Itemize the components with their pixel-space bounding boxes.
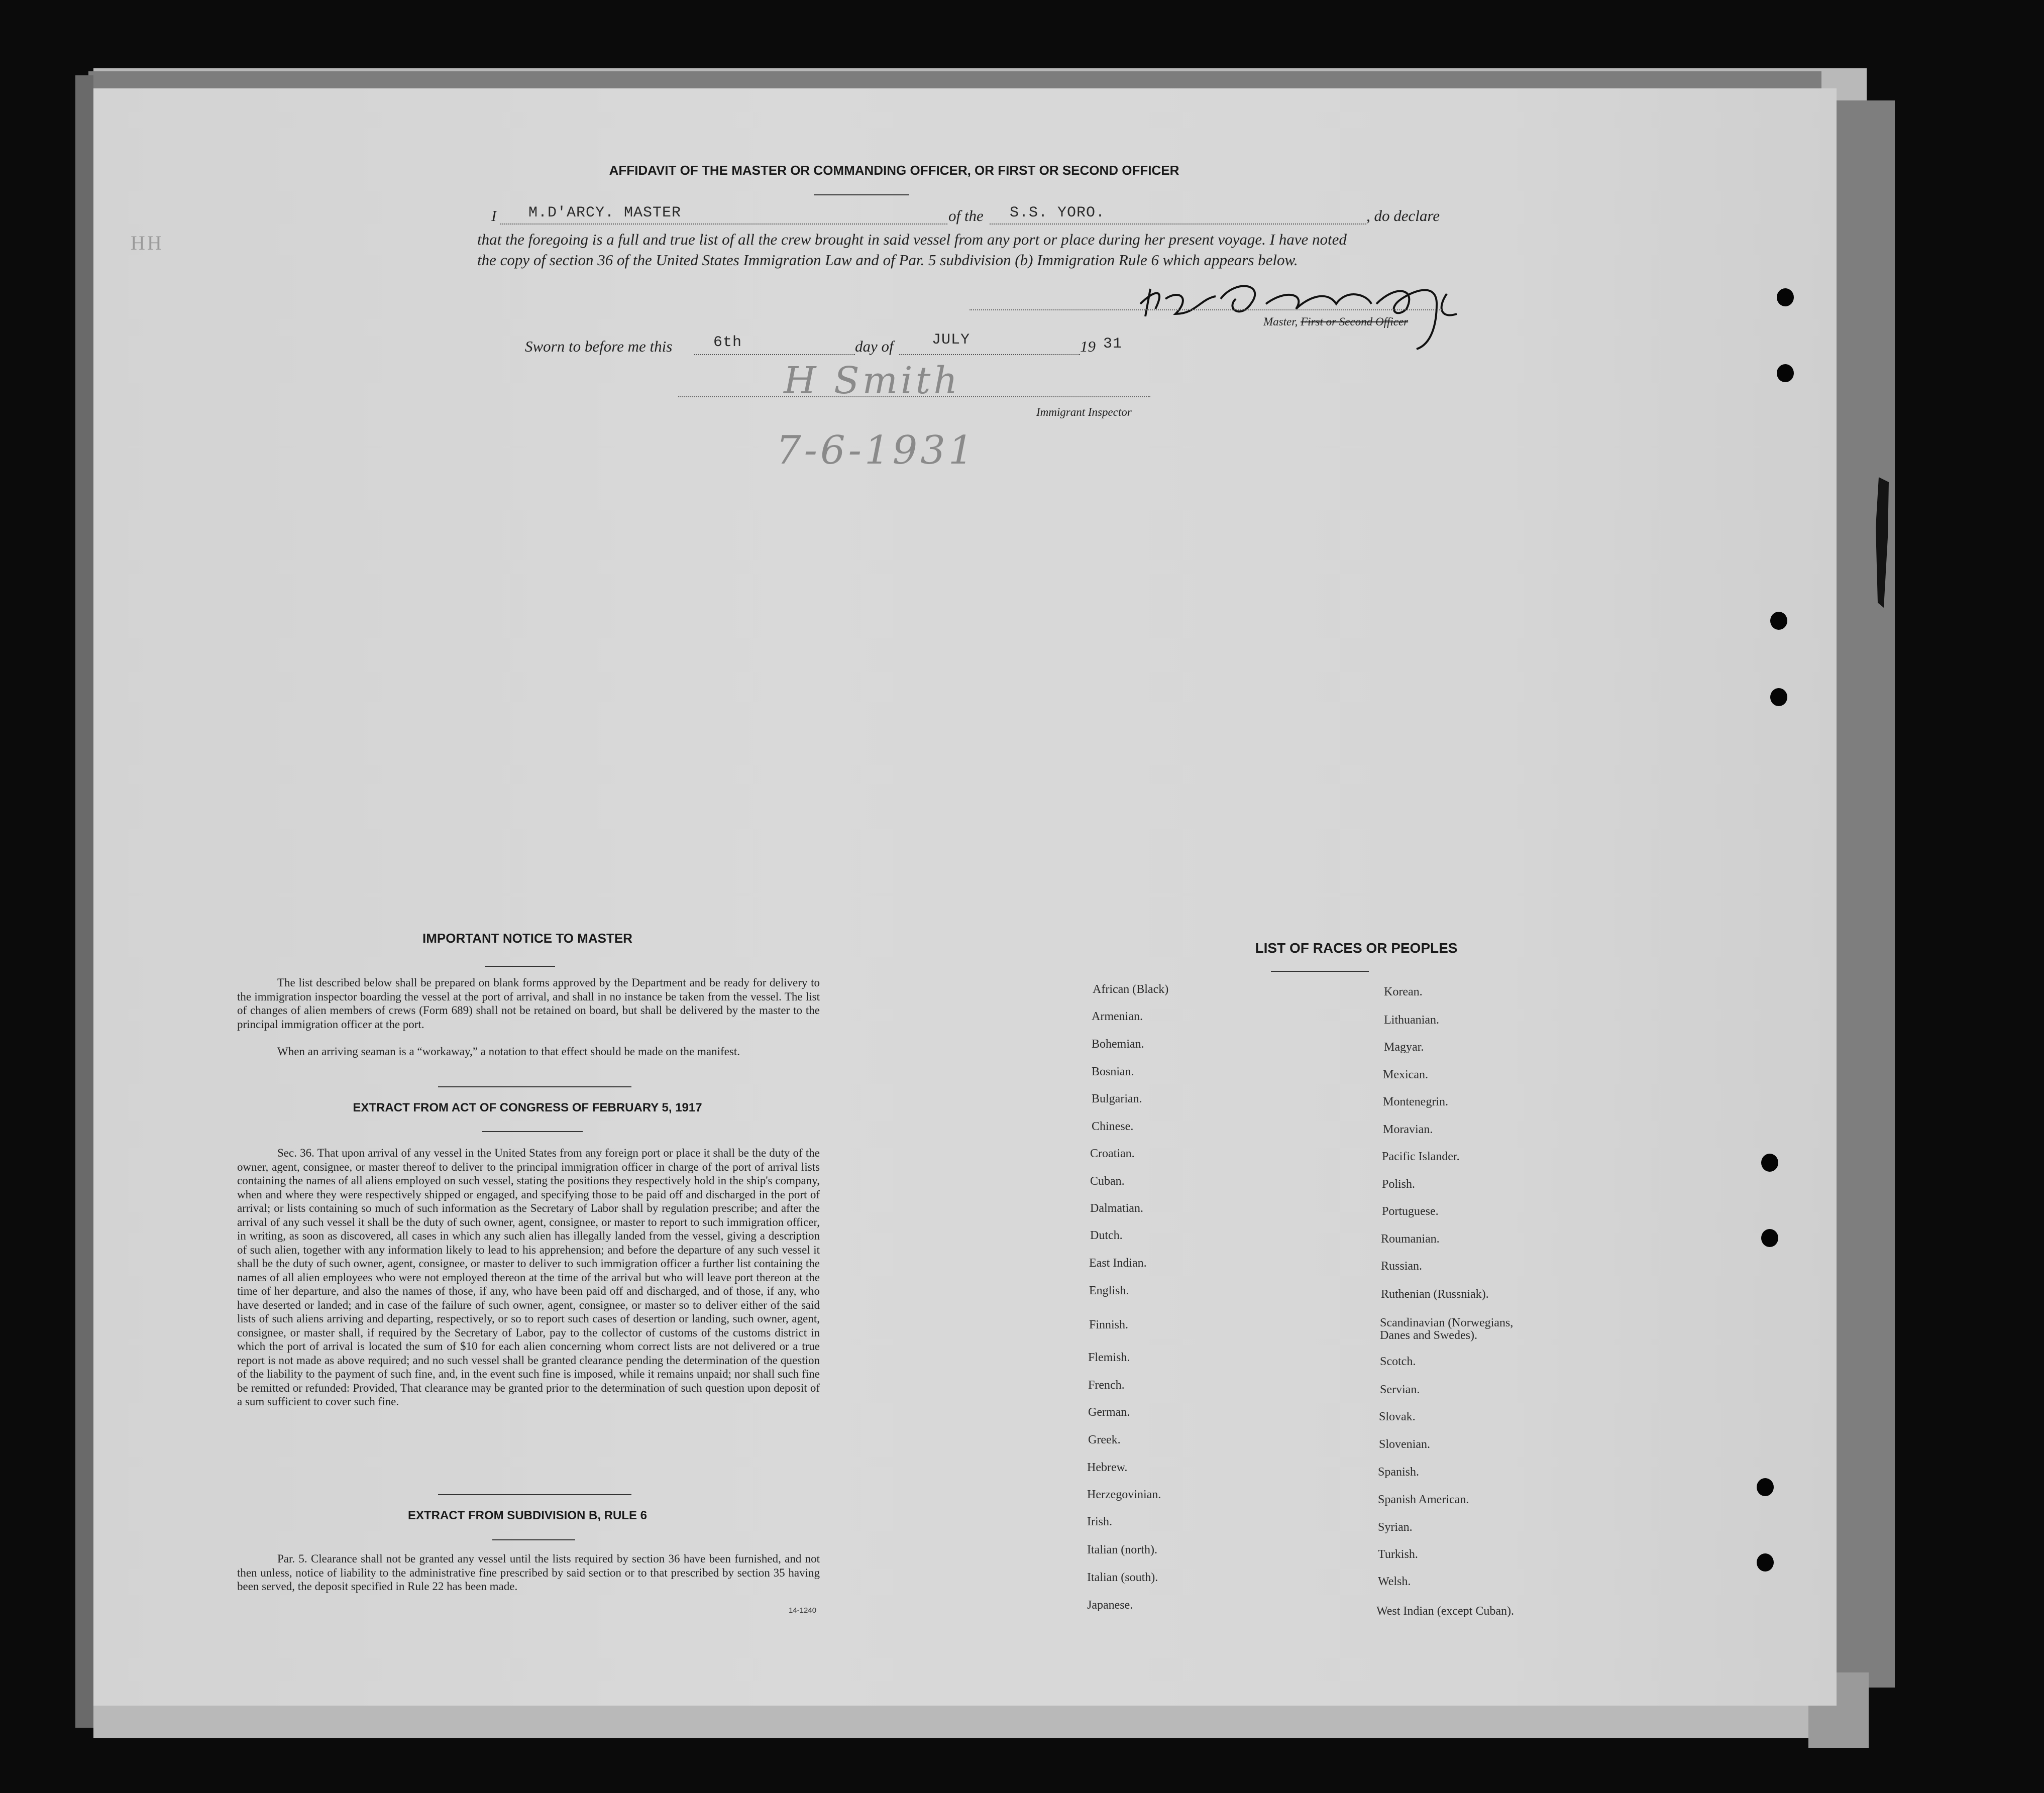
races-title: LIST OF RACES OR PEOPLES <box>1255 940 1458 956</box>
punch-hole <box>1761 1229 1778 1247</box>
sworn-label: Sworn to before me this <box>525 338 673 355</box>
form-number: 14-1240 <box>789 1606 817 1615</box>
race-item: Korean. <box>1384 985 1423 998</box>
punch-hole <box>1757 1478 1774 1496</box>
vessel-line <box>990 223 1366 225</box>
divider <box>485 966 555 967</box>
race-item: Dutch. <box>1090 1229 1123 1242</box>
year-suffix: 31 <box>1103 335 1123 353</box>
master-name-line <box>500 223 947 225</box>
affidavit-statement-line-2: the copy of section 36 of the United States Immigration Law and of Par. 5 subdivision (b) Immigration Rule 6 which appears below. <box>477 251 1298 269</box>
race-item: Spanish American. <box>1378 1493 1469 1506</box>
divider <box>438 1086 631 1087</box>
master-signature-line <box>970 309 1442 310</box>
notice-paragraph-2: When an arriving seaman is a “workaway,” a notation to that effect should be made on the manifest. <box>277 1045 740 1058</box>
race-item: Magyar. <box>1384 1041 1424 1054</box>
race-item: Mexican. <box>1383 1068 1428 1081</box>
race-item: Herzegovinian. <box>1087 1488 1161 1501</box>
sheet-top-edge <box>88 71 1821 89</box>
race-item: Roumanian. <box>1381 1232 1440 1246</box>
race-item: Bosnian. <box>1092 1065 1134 1078</box>
race-item: Bulgarian. <box>1092 1092 1142 1105</box>
affidavit-title: AFFIDAVIT OF THE MASTER OR COMMANDING OFFICER, OR FIRST OR SECOND OFFICER <box>609 163 1179 178</box>
race-item: Montenegrin. <box>1383 1095 1448 1108</box>
inspector-signature-line <box>678 396 1150 397</box>
sworn-day-line <box>694 354 855 355</box>
race-item: Slovak. <box>1379 1410 1416 1423</box>
vessel-name: S.S. YORO. <box>1010 204 1106 221</box>
race-item: Slovenian. <box>1379 1438 1430 1451</box>
sworn-month: JULY <box>932 331 971 349</box>
binding-mark <box>1869 477 1899 618</box>
sheet-left-edge <box>75 75 93 1728</box>
margin-mark: HH <box>131 232 164 254</box>
inspector-signature: H Smith <box>784 359 960 402</box>
punch-hole <box>1777 288 1794 306</box>
master-caption-struck: First or Second Officer <box>1301 315 1409 328</box>
master-caption-master: Master, <box>1263 315 1298 328</box>
paragraph-5-text: Par. 5. Clearance shall not be granted any vessel until the lists required by section 36 have been furnished, and not then unless, notice of liability to the administrative fine prescribed by said section or to that prescribed by section 35 having been served, the deposit specified in Rule 22 has been made. <box>237 1552 820 1593</box>
divider <box>482 1131 583 1132</box>
race-item: Japanese. <box>1087 1599 1133 1612</box>
race-item: German. <box>1088 1406 1130 1419</box>
race-item: Servian. <box>1380 1383 1420 1396</box>
race-item: African (Black) <box>1093 983 1169 996</box>
sworn-day: 6th <box>713 334 742 351</box>
race-item: Irish. <box>1087 1515 1112 1528</box>
race-item: Welsh. <box>1378 1575 1411 1588</box>
affidavit-statement-line-1: that the foregoing is a full and true list of all the crew brought in said vessel from any port or place during her present voyage. I have noted <box>477 231 1347 248</box>
race-item: Russian. <box>1381 1260 1423 1273</box>
divider <box>438 1494 631 1495</box>
extract-2-title: EXTRACT FROM SUBDIVISION B, RULE 6 <box>407 1509 648 1522</box>
background-sheet-edge <box>1828 100 1895 1688</box>
race-item: Armenian. <box>1092 1010 1143 1023</box>
race-item: Moravian. <box>1383 1123 1433 1136</box>
master-caption <box>1263 315 1408 328</box>
race-item: Scotch. <box>1380 1355 1416 1368</box>
extract-1-title: EXTRACT FROM ACT OF CONGRESS OF FEBRUARY 5, 1917 <box>353 1101 702 1114</box>
master-signature <box>1135 269 1507 354</box>
race-item: Spanish. <box>1378 1466 1420 1479</box>
day-of-label: day of <box>855 338 894 355</box>
race-item: Syrian. <box>1378 1521 1413 1534</box>
do-declare-label: , do declare <box>1366 207 1440 225</box>
document-page <box>93 88 1837 1706</box>
race-item: Bohemian. <box>1092 1038 1144 1051</box>
notice-paragraph-1: The list described below shall be prepared on blank forms approved by the Department and be ready for delivery to the immigration inspector boarding the vessel at the port of arrival, and shall in no instance be taken from the vessel. The list of changes of alien members of crews (Form 689) shall not be retained on board, but shall be delivered by the master to the principal immigration officer at the port. <box>237 976 820 1031</box>
race-item: Pacific Islander. <box>1382 1150 1460 1163</box>
race-item: Portuguese. <box>1382 1205 1439 1218</box>
divider <box>814 194 909 195</box>
section-36-text: Sec. 36. That upon arrival of any vessel in the United States from any foreign port or place it shall be the duty of the owner, agent, consignee, or master thereof to deliver to the principal immigration officer in charge of the port of arrival lists containing the names of all aliens employed on such vessel, stating the positions they respectively hold in the ship's company, when and where they were respectively shipped or engaged, and specifying those to be paid off and discharged in the port of arrival; or lists containing so much of such information as the Secretary of Labor shall by regulation prescribe; and after the arrival of any such vessel it shall be the duty of such owner, agent, consignee, or master to report to such immigration officer, in writing, as soon as discovered, all cases in which any such alien has illegally landed from the vessel, giving a description of such alien, together with any information likely to lead to his apprehension; and before the departure of any such vessel it shall be the duty of such owner, agent, consignee, or master to deliver to such immigration officer a further list containing the names of all alien employees who were not employed thereon at the time of the arrival but who will leave port thereon at the time of her departure, and also the names of those, if any, who have been paid off and discharged, and of those, if any, who have deserted or landed; and in case of the failure of such owner, agent, consignee, or master so to deliver either of the said lists of such aliens arriving and departing, respectively, or so to report such cases of desertion or landing, such owner, agent, consignee, or master shall, if required by the Secretary of Labor, pay to the collector of customs of the customs district in which the port of arrival is located the sum of $10 for each alien concerning whom correct lists are not delivered or a true report is not made as above required; and no such vessel shall be granted clearance pending the determination of the question of the liability to the payment of such fine, and, in the event such fine is imposed, while it remains unpaid; nor shall such fine be remitted or refunded: Provided, That clearance may be granted prior to the determination of such question upon deposit of a sum sufficient to cover such fine. <box>237 1147 820 1408</box>
race-item: Dalmatian. <box>1090 1202 1143 1215</box>
race-item: Scandinavian (Norwegians, Danes and Swedes). <box>1380 1316 1514 1342</box>
race-item: Turkish. <box>1378 1548 1418 1561</box>
race-item: Italian (north). <box>1087 1543 1157 1556</box>
divider <box>1271 971 1369 972</box>
year-prefix: 19 <box>1080 338 1096 355</box>
race-item: Finnish. <box>1089 1318 1129 1331</box>
race-item: Lithuanian. <box>1384 1014 1439 1027</box>
race-item: Flemish. <box>1088 1351 1130 1364</box>
race-item: Chinese. <box>1092 1120 1134 1133</box>
punch-hole <box>1777 364 1794 382</box>
race-item: Italian (south). <box>1087 1571 1158 1584</box>
race-item: East Indian. <box>1089 1257 1147 1270</box>
race-item: West Indian (except Cuban). <box>1376 1605 1514 1618</box>
of-the-label: of the <box>948 207 984 225</box>
race-item: Croatian. <box>1090 1147 1135 1160</box>
race-item: English. <box>1089 1284 1129 1297</box>
notice-title: IMPORTANT NOTICE TO MASTER <box>422 931 632 946</box>
master-name: M.D'ARCY. MASTER <box>528 204 682 221</box>
race-item: Polish. <box>1382 1178 1416 1191</box>
race-item: Hebrew. <box>1087 1461 1128 1474</box>
race-item: Ruthenian (Russniak). <box>1381 1288 1489 1301</box>
sworn-month-line <box>899 354 1080 355</box>
punch-hole <box>1757 1553 1774 1572</box>
inspector-caption: Immigrant Inspector <box>1036 406 1132 418</box>
affidavit-i: I <box>491 207 497 225</box>
race-item: French. <box>1088 1379 1125 1392</box>
punch-hole <box>1770 612 1787 630</box>
race-item: Greek. <box>1088 1433 1121 1446</box>
handwritten-date: 7-6-1931 <box>776 428 977 473</box>
punch-hole <box>1761 1154 1778 1172</box>
race-item: Cuban. <box>1090 1175 1125 1188</box>
divider <box>492 1539 575 1540</box>
punch-hole <box>1770 688 1787 706</box>
